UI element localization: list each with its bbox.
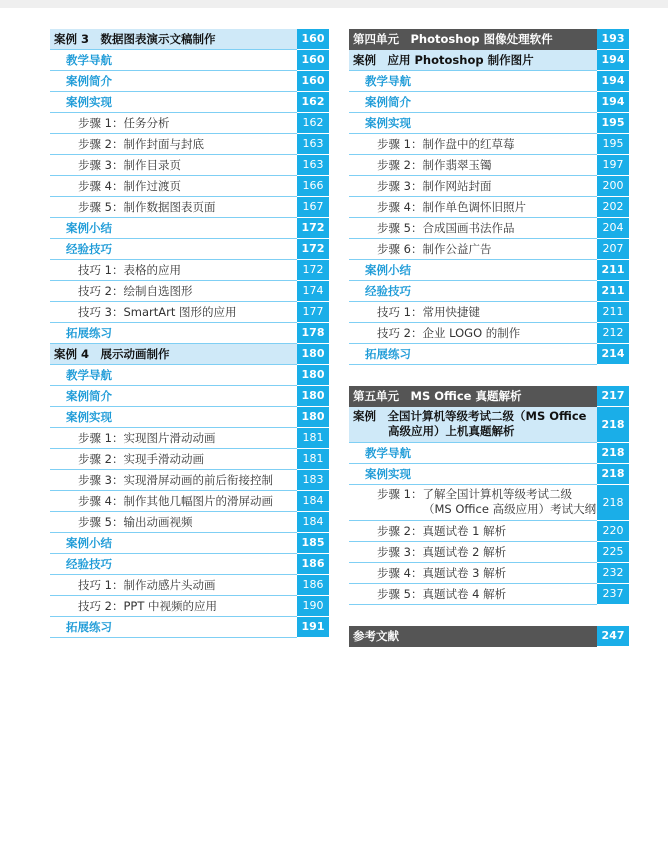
toc-entry-title [349, 485, 597, 520]
toc-entry-title: 案例简介 [365, 95, 411, 109]
toc-section-row[interactable] [50, 50, 329, 71]
toc-page-number: 211 [597, 281, 629, 302]
toc-entry-title: 第五单元 MS Office 真题解析 [353, 389, 522, 403]
toc-entry-title: 技巧 2：企业 LOGO 的制作 [377, 326, 521, 340]
toc-entry-title: 案例 4 展示动画制作 [54, 347, 170, 361]
toc-page-number: 200 [597, 176, 629, 197]
toc-page-number: 162 [297, 113, 329, 134]
toc-step-row[interactable] [349, 521, 629, 542]
toc-entry-title: 第四单元 Photoshop 图像处理软件 [353, 32, 553, 46]
toc-section-row[interactable] [50, 92, 329, 113]
toc-entry-title: 步骤 4：真题试卷 3 解析 [377, 566, 507, 580]
toc-entry-title: 步骤 2：实现手滑动动画 [78, 452, 204, 466]
toc-step-row[interactable] [50, 197, 329, 218]
toc-section-row[interactable] [50, 554, 329, 575]
toc-section-row[interactable] [349, 113, 629, 134]
toc-section-row[interactable] [50, 386, 329, 407]
toc-entry-title: 教学导航 [365, 74, 411, 88]
toc-entry-title: 拓展练习 [365, 347, 411, 361]
toc-page-number: 186 [297, 575, 329, 596]
toc-page-number: 195 [597, 113, 629, 134]
toc-entry-title: 经验技巧 [66, 242, 112, 256]
toc-step-row[interactable] [50, 281, 329, 302]
toc-page-number: 204 [597, 218, 629, 239]
toc-page-number: 211 [597, 260, 629, 281]
toc-entry-title: 案例简介 [66, 74, 112, 88]
toc-section-row[interactable] [349, 71, 629, 92]
toc-page-number: 180 [297, 365, 329, 386]
toc-entry-title: 步骤 1：任务分析 [78, 116, 170, 130]
toc-page-number: 178 [297, 323, 329, 344]
toc-section-row[interactable] [349, 92, 629, 113]
toc-entry-title: 技巧 1：制作动感片头动画 [78, 578, 216, 592]
toc-page-number: 180 [297, 386, 329, 407]
toc-unit-row[interactable] [349, 29, 629, 50]
toc-page-number: 172 [297, 260, 329, 281]
toc-page-number: 217 [597, 386, 629, 407]
toc-page-number: 195 [597, 134, 629, 155]
toc-entry-title: 步骤 5：真题试卷 4 解析 [377, 587, 507, 601]
toc-entry-title: 教学导航 [365, 446, 411, 460]
toc-page-number: 160 [297, 50, 329, 71]
toc-entry-title: 步骤 3：真题试卷 2 解析 [377, 545, 507, 559]
toc-page-number: 163 [297, 155, 329, 176]
toc-entry-title: 案例实现 [66, 410, 112, 424]
toc-step-row[interactable] [50, 470, 329, 491]
toc-page-number: 218 [597, 407, 629, 443]
toc-entry-title: 教学导航 [66, 368, 112, 382]
toc-step-row[interactable] [50, 449, 329, 470]
toc-unit4-section [349, 29, 629, 365]
toc-page-number: 160 [297, 29, 329, 50]
toc-step-row[interactable] [50, 260, 329, 281]
toc-entry-title: 步骤 2：制作翡翠玉镯 [377, 158, 492, 172]
toc-step-row[interactable] [349, 323, 629, 344]
toc-section-row[interactable] [50, 617, 329, 638]
toc-step-row[interactable] [349, 542, 629, 563]
toc-title-line: 高级应用）上机真题解析 [388, 424, 515, 438]
toc-page-number: 162 [297, 92, 329, 113]
toc-entry-title: 案例小结 [66, 221, 112, 235]
toc-step-row[interactable] [349, 563, 629, 584]
top-edge-strip [0, 0, 668, 8]
toc-section-row[interactable] [50, 239, 329, 260]
toc-section-row[interactable] [349, 464, 629, 485]
toc-entry-title: 步骤 4：制作过渡页 [78, 179, 181, 193]
toc-case-row[interactable] [349, 50, 629, 71]
toc-page-number: 160 [297, 71, 329, 92]
toc-entry-title: 案例小结 [365, 263, 411, 277]
toc-section-row[interactable] [50, 533, 329, 554]
toc-left-column [50, 29, 329, 638]
toc-page-number: 184 [297, 491, 329, 512]
toc-page-number: 212 [597, 323, 629, 344]
toc-page-number: 194 [597, 92, 629, 113]
toc-entry-title: 步骤 5：合成国画书法作品 [377, 221, 515, 235]
toc-step-row[interactable] [349, 485, 629, 521]
toc-page-number: 247 [597, 626, 629, 647]
toc-entry-title: 案例实现 [365, 116, 411, 130]
toc-entry-title: 案例 3 数据图表演示文稿制作 [54, 32, 216, 46]
toc-entry-title: 技巧 1：表格的应用 [78, 263, 181, 277]
toc-page-number: 181 [297, 449, 329, 470]
toc-entry-title: 技巧 2：绘制自选图形 [78, 284, 193, 298]
toc-entry-title: 技巧 1：常用快捷键 [377, 305, 480, 319]
toc-page-number: 172 [297, 218, 329, 239]
toc-step-row[interactable] [50, 113, 329, 134]
toc-step-row[interactable] [50, 134, 329, 155]
toc-step-row[interactable] [50, 596, 329, 617]
toc-page-number: 166 [297, 176, 329, 197]
toc-entry-title: 步骤 4：制作其他几幅图片的滑屏动画 [78, 494, 273, 508]
toc-entry-title: 经验技巧 [365, 284, 411, 298]
toc-unit-row[interactable] [349, 386, 629, 407]
toc-page-number: 225 [597, 542, 629, 563]
toc-title-line: 步骤 1：了解全国计算机等级考试二级 [377, 487, 572, 501]
toc-entry-title: 步骤 5：制作数据图表页面 [78, 200, 216, 214]
toc-step-row[interactable] [349, 584, 629, 605]
toc-unit5-section [349, 386, 629, 605]
toc-page-number: 190 [297, 596, 329, 617]
toc-step-row[interactable] [50, 176, 329, 197]
toc-page-number: 186 [297, 554, 329, 575]
toc-step-row[interactable] [349, 218, 629, 239]
toc-page-number: 163 [297, 134, 329, 155]
toc-step-row[interactable] [349, 155, 629, 176]
toc-page-number: 218 [597, 464, 629, 485]
toc-page-number: 183 [297, 470, 329, 491]
toc-page-number: 211 [597, 302, 629, 323]
toc-entry-title: 技巧 2：PPT 中视频的应用 [78, 599, 218, 613]
toc-page-number: 194 [597, 71, 629, 92]
toc-section-row[interactable] [349, 281, 629, 302]
toc-section-row[interactable] [349, 443, 629, 464]
toc-page-number: 202 [597, 197, 629, 218]
toc-title-line: 案例 全国计算机等级考试二级（MS Office [353, 409, 587, 423]
toc-step-row[interactable] [349, 302, 629, 323]
toc-case-row[interactable] [50, 344, 329, 365]
toc-section-row[interactable] [50, 365, 329, 386]
toc-step-row[interactable] [50, 155, 329, 176]
toc-page-number: 180 [297, 344, 329, 365]
toc-entry-title: 案例 应用 Photoshop 制作图片 [353, 53, 534, 67]
toc-entry-title: 步骤 4：制作单色调怀旧照片 [377, 200, 526, 214]
toc-entry-title [349, 407, 597, 442]
toc-page-number: 184 [297, 512, 329, 533]
toc-step-row[interactable] [349, 239, 629, 260]
toc-page-number: 180 [297, 407, 329, 428]
toc-entry-title: 案例小结 [66, 536, 112, 550]
toc-entry-title: 步骤 6：制作公益广告 [377, 242, 492, 256]
toc-entry-title: 步骤 1：实现图片滑动动画 [78, 431, 216, 445]
toc-page-number: 174 [297, 281, 329, 302]
toc-page-number: 172 [297, 239, 329, 260]
toc-entry-title: 参考文献 [353, 629, 399, 643]
toc-entry-title: 拓展练习 [66, 326, 112, 340]
toc-step-row[interactable] [50, 428, 329, 449]
toc-entry-title: 步骤 3：制作网站封面 [377, 179, 492, 193]
toc-page-number: 181 [297, 428, 329, 449]
toc-step-row[interactable] [349, 176, 629, 197]
toc-page-number: 194 [597, 50, 629, 71]
toc-entry-title: 步骤 2：制作封面与封底 [78, 137, 204, 151]
toc-entry-title: 步骤 5：输出动画视频 [78, 515, 193, 529]
toc-step-row[interactable] [349, 197, 629, 218]
toc-page-number: 193 [597, 29, 629, 50]
toc-page-number: 191 [297, 617, 329, 638]
toc-page-number: 185 [297, 533, 329, 554]
toc-page-number: 214 [597, 344, 629, 365]
toc-section-row[interactable] [349, 344, 629, 365]
toc-section-row[interactable] [50, 71, 329, 92]
toc-entry-title: 步骤 1：制作盘中的红草莓 [377, 137, 515, 151]
toc-case-row[interactable] [349, 407, 629, 443]
toc-title-line: （MS Office 高级应用）考试大纲 [423, 502, 597, 516]
toc-page-number: 218 [597, 443, 629, 464]
toc-entry-title: 步骤 3：制作目录页 [78, 158, 181, 172]
toc-entry-title: 步骤 2：真题试卷 1 解析 [377, 524, 507, 538]
toc-entry-title: 教学导航 [66, 53, 112, 67]
toc-references-row[interactable] [349, 626, 629, 647]
toc-entry-title: 拓展练习 [66, 620, 112, 634]
toc-entry-title: 案例简介 [66, 389, 112, 403]
toc-page-number: 237 [597, 584, 629, 605]
toc-entry-title: 技巧 3：SmartArt 图形的应用 [78, 305, 237, 319]
toc-section-row[interactable] [50, 218, 329, 239]
toc-page-number: 220 [597, 521, 629, 542]
toc-step-row[interactable] [50, 512, 329, 533]
toc-page-number: 207 [597, 239, 629, 260]
toc-page-number: 167 [297, 197, 329, 218]
toc-step-row[interactable] [50, 302, 329, 323]
toc-step-row[interactable] [50, 491, 329, 512]
toc-step-row[interactable] [50, 575, 329, 596]
toc-entry-title: 经验技巧 [66, 557, 112, 571]
toc-step-row[interactable] [349, 134, 629, 155]
toc-entry-title: 案例实现 [365, 467, 411, 481]
toc-right-column [349, 29, 629, 647]
toc-section-row[interactable] [50, 407, 329, 428]
toc-page-number: 177 [297, 302, 329, 323]
toc-page-number: 197 [597, 155, 629, 176]
toc-section-row[interactable] [50, 323, 329, 344]
toc-case-row[interactable] [50, 29, 329, 50]
toc-page-number: 232 [597, 563, 629, 584]
toc-section-row[interactable] [349, 260, 629, 281]
toc-entry-title: 案例实现 [66, 95, 112, 109]
toc-entry-title: 步骤 3：实现滑屏动画的前后衔接控制 [78, 473, 273, 487]
toc-page-number: 218 [597, 485, 629, 521]
